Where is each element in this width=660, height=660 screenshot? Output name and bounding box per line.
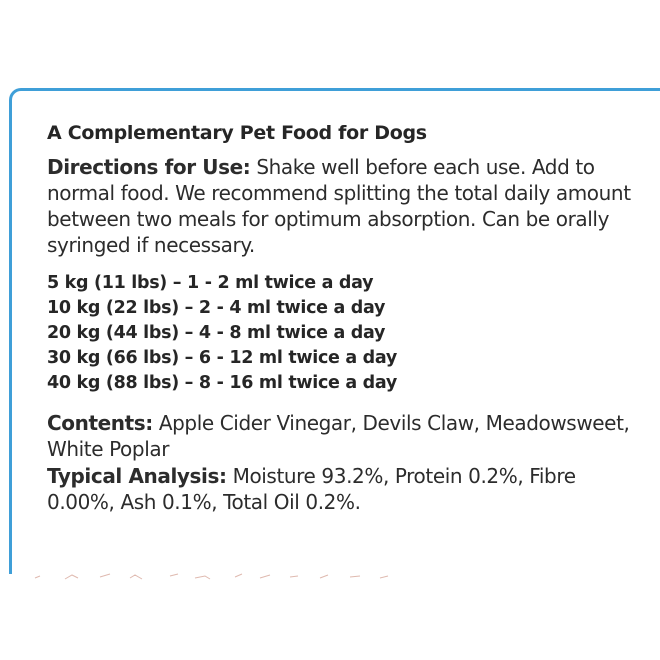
directions-paragraph: [47, 154, 647, 258]
analysis-text: Moisture 93.2%, Protein 0.2%, Fibre 0.00%, Ash 0.1%, Total Oil 0.2%.: [47, 464, 576, 514]
contents-heading: Contents:: [47, 411, 153, 435]
label-content: [47, 122, 647, 515]
analysis-paragraph: [47, 463, 647, 515]
dosage-item: 10 kg (22 lbs) – 2 - 4 ml twice a day: [47, 298, 386, 318]
dosage-item: 40 kg (88 lbs) – 8 - 16 ml twice a day: [47, 373, 397, 393]
contents-text: Apple Cider Vinegar, Devils Claw, Meadowsweet, White Poplar: [47, 411, 630, 461]
dosage-item: 20 kg (44 lbs) – 4 - 8 ml twice a day: [47, 323, 386, 343]
directions-text: Shake well before each use. Add to normal food. We recommend splitting the total daily amount between two meals for optimum absorption. Can be orally syringed if necessary.: [47, 155, 631, 257]
analysis-heading: Typical Analysis:: [47, 464, 227, 488]
cropped-text-edge: [20, 570, 420, 582]
directions-heading: Directions for Use:: [47, 155, 251, 179]
dosage-list: [47, 271, 647, 396]
label-title: A Complementary Pet Food for Dogs: [47, 122, 427, 144]
dosage-item: 5 kg (11 lbs) – 1 - 2 ml twice a day: [47, 273, 374, 293]
dosage-item: 30 kg (66 lbs) – 6 - 12 ml twice a day: [47, 348, 397, 368]
contents-paragraph: [47, 410, 647, 462]
